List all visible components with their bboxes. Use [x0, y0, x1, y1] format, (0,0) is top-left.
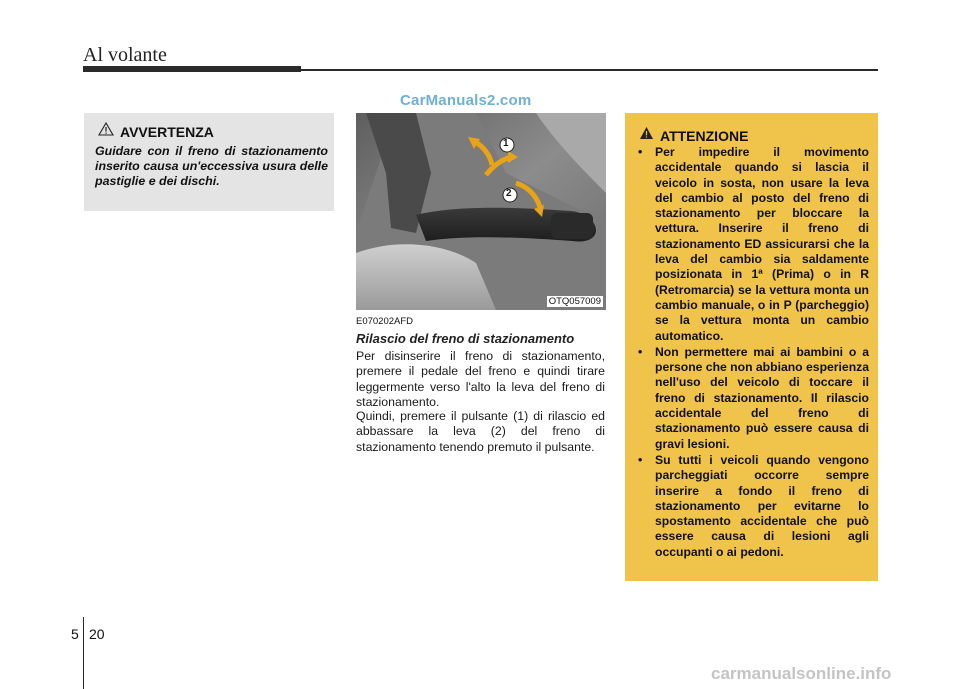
callout-1: 1	[503, 138, 509, 149]
bullet: •	[638, 452, 643, 467]
body-paragraph-1: Per disinserire il freno di stazionamento, premere il pedale del freno e quindi tirare leggermente verso l'alto la leva del freno di stazionamento.	[356, 349, 605, 410]
caution-item-text: Non permettere mai ai bambini o a persone che non abbiano esperienza nell'uso del veicolo di toccare il freno di stazionamento. Il rilascio accidentale del freno di stazionamento può essere causa di gravi lesioni.	[655, 344, 870, 451]
header-rule-thick	[83, 66, 301, 72]
section-subtitle: Rilascio del freno di stazionamento	[356, 331, 575, 346]
footer-divider	[83, 617, 84, 689]
callout-2: 2	[506, 188, 512, 199]
bullet: •	[638, 145, 643, 159]
caution-item	[635, 453, 869, 560]
caution-item	[635, 345, 869, 452]
body-paragraph-2: Quindi, premere il pulsante (1) di rilascio ed abbassare la leva (2) del freno di stazionamento tenendo premuto il pulsante.	[356, 409, 605, 454]
watermark-link[interactable]: CarManuals2.com	[400, 92, 532, 109]
footer-watermark-link[interactable]: carmanualsonline.info	[711, 664, 892, 683]
caution-item-text: Per impedire il movimento accidentale quando si lascia il veicolo in sosta, non usare la leva del cambio al posto del freno di stazionamento per bloccare la vettura. Inserire il freno di stazionamento ED assicurarsi che la leva del cambio sia saldamente posizionata in 1ª (Prima) o in R (Retromarcia) se la vettura monta un cambio manuale, o in P (parcheggio) se la vettura monta un cambio automatico.	[655, 145, 869, 343]
caution-title: ATTENZIONE	[660, 127, 749, 144]
parking-brake-photo	[356, 113, 606, 310]
reference-code: E070202AFD	[356, 316, 414, 327]
bullet: •	[638, 344, 643, 359]
warning-title: AVVERTENZA	[120, 123, 214, 140]
header-rule-thin	[300, 69, 878, 71]
warning-triangle-icon	[98, 122, 114, 141]
warning-box	[84, 113, 334, 211]
caution-header	[639, 126, 748, 145]
caution-triangle-icon	[639, 126, 654, 145]
caution-item	[635, 145, 869, 344]
caution-item-text: Su tutti i veicoli quando vengono parcheggiati occorre sempre inserire a fondo il freno di stazionamento per evitarne lo spostamento accidentale che può essere causa di lesioni agli occupanti o ai pedoni.	[655, 452, 869, 559]
caution-box	[625, 113, 878, 581]
warning-header	[98, 122, 214, 141]
caution-list	[635, 145, 869, 561]
parking-brake-illustration	[356, 113, 606, 310]
page-number: 20	[89, 626, 105, 642]
section-title: Al volante	[83, 44, 167, 66]
chapter-number: 5	[71, 626, 79, 642]
figure-code: OTQ057009	[548, 296, 601, 307]
warning-text: Guidare con il freno di stazionamento inserito causa un'eccessiva usura delle pastiglie e dei dischi.	[95, 144, 328, 188]
